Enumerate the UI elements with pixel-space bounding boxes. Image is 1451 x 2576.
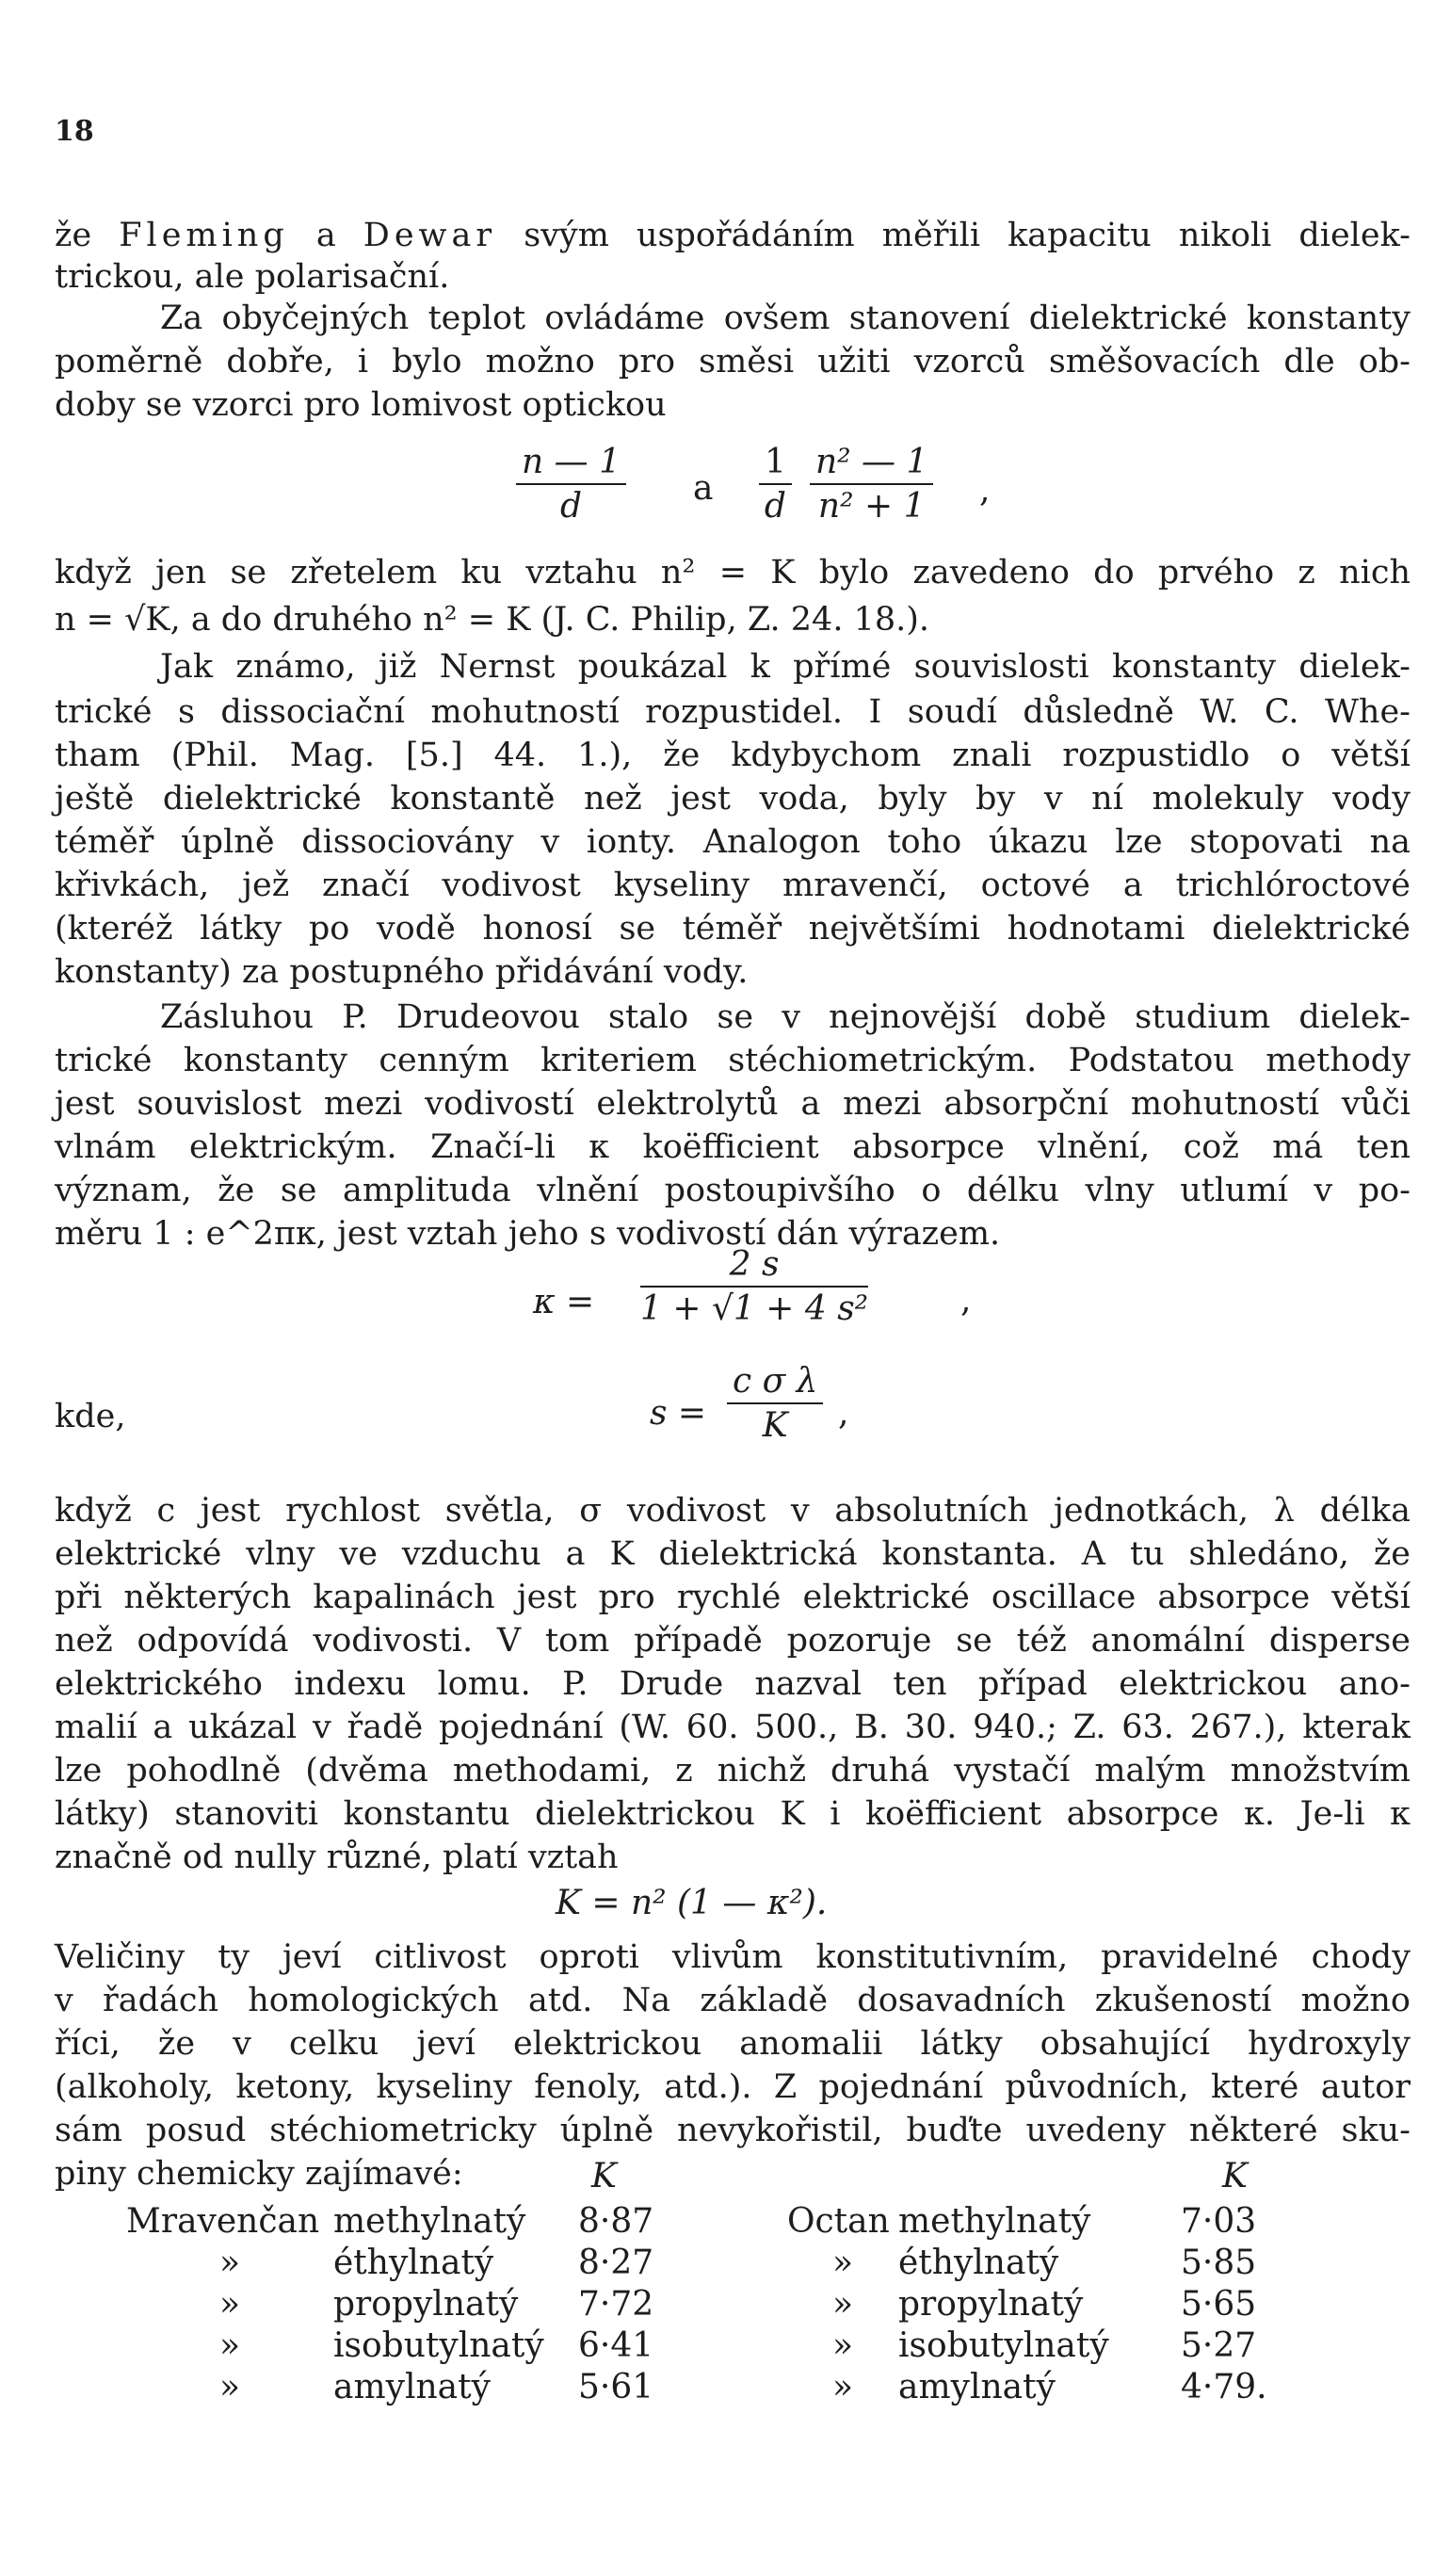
table-left: [126, 2200, 653, 2407]
text-line: význam, že se amplituda vlnění postoupivšího o délku vlny utlumí v po-: [55, 1172, 1411, 1209]
formula-line: K = n² (1 — κ²).: [556, 1884, 828, 1922]
page-number: 18: [55, 115, 94, 148]
text-line: piny chemicky zajímavé:: [55, 2155, 463, 2193]
text-line: téměř úplně dissociovány v ionty. Analogon toho úkazu lze stopovati na: [55, 823, 1411, 861]
table-row: » propylnatý 5·65: [831, 2284, 1257, 2324]
formula-fraction: n² — 1 n² + 1: [810, 443, 933, 526]
text-line: značně od nully různé, platí vztah: [55, 1839, 619, 1876]
table-column-header: K: [1222, 2157, 1248, 2195]
text-line: elektrického indexu lomu. P. Drude nazval ten případ elektrickou ano-: [55, 1665, 1411, 1703]
table-row: » amylnatý 4·79.: [831, 2367, 1267, 2406]
text-line: než odpovídá vodivosti. V tom případě pozoruje se též anomální disperse: [55, 1622, 1411, 1660]
text-line: ještě dielektrické konstantě než jest voda, byly by v ní molekuly vody: [55, 780, 1411, 818]
text-line: měru 1 : e^2πκ, jest vztah jeho s vodivostí dán výrazem.: [55, 1215, 1001, 1253]
formula-punct: ,: [838, 1394, 849, 1433]
text-line: křivkách, jež značí vodivost kyseliny mravenčí, octové a trichlóroctové: [55, 867, 1411, 904]
table-row: » isobutylnatý 5·27: [831, 2325, 1257, 2365]
table-row: » isobutylnatý 6·41: [218, 2325, 654, 2365]
text-line: když jen se zřetelem ku vztahu n² = K bylo zavedeno do prvého z nich: [55, 554, 1411, 591]
table-right: [787, 2200, 1267, 2407]
formula-fraction: 2 s 1 + √1 + 4 s²: [640, 1245, 869, 1328]
text-line: trickou, ale polarisační.: [55, 258, 450, 296]
text-line: lze pohodlně (dvěma methodami, z nichž druhá vystačí malým množstvím: [55, 1752, 1411, 1790]
text-line: konstanty) za postupného přidávání vody.: [55, 953, 749, 991]
formula-punct: ,: [979, 471, 991, 510]
text-line: (kteréž látky po vodě honosí se téměř největšími hodnotami dielektrické: [55, 910, 1411, 948]
text-line: malií a ukázal v řadě pojednání (W. 60. 500., B. 30. 940.; Z. 63. 267.), kterak: [55, 1709, 1411, 1746]
text-line: Jak známo, již Nernst poukázal k přímé souvislosti konstanty dielek-: [160, 648, 1411, 686]
text-line: říci, že v celku jeví elektrickou anomalii látky obsahující hydroxyly: [55, 2025, 1411, 2063]
table-row: » éthylnatý 5·85: [831, 2243, 1257, 2282]
text-line: Zásluhou P. Drudeovou stalo se v nejnovější době studium dielek-: [160, 998, 1411, 1036]
formula-fraction: 1 d: [759, 443, 792, 526]
text-line: vlnám elektrickým. Značí-li κ koëfficient absorpce vlnění, což má ten: [55, 1128, 1411, 1166]
table-row: » propylnatý 7·72: [218, 2284, 654, 2324]
text-line: sám posud stéchiometricky úplně nevykořistil, buďte uvedeny některé sku-: [55, 2112, 1411, 2149]
text-line: v řadách homologických atd. Na základě dosavadních zkušeností možno: [55, 1982, 1411, 2019]
text-line: když c jest rychlost světla, σ vodivost v absolutních jednotkách, λ délka: [55, 1492, 1411, 1530]
table-column-header: K: [591, 2157, 617, 2195]
text-line: že Fleming a Dewar svým uspořádáním měřili kapacitu nikoli dielek-: [55, 217, 1411, 254]
text-line: Za obyčejných teplot ovládáme ovšem stanovení dielektrické konstanty: [160, 300, 1411, 337]
text-line: trické s dissociační mohutností rozpustidel. I soudí důsledně W. C. Whe-: [55, 693, 1411, 731]
text-line: doby se vzorci pro lomivost optickou: [55, 386, 667, 424]
text-line: látky) stanoviti konstantu dielektrickou K i koëfficient absorpce κ. Je-li κ: [55, 1795, 1411, 1833]
text-line: poměrně dobře, i bylo možno pro směsi užiti vzorců směšovacích dle ob-: [55, 343, 1411, 381]
text-line: při některých kapalinách jest pro rychlé elektrické oscillace absorpce větší: [55, 1579, 1411, 1616]
text-line: kde,: [55, 1398, 126, 1435]
text-line: (alkoholy, ketony, kyseliny fenoly, atd.). Z pojednání původních, které autor: [55, 2068, 1411, 2106]
table-row: Mravenčan methylnatý 8·87: [126, 2201, 654, 2241]
table-row: » éthylnatý 8·27: [218, 2243, 654, 2282]
formula-lhs: κ =: [533, 1283, 595, 1321]
formula-fraction: c σ λ K: [727, 1362, 823, 1445]
text-line: n = √K, a do druhého n² = K (J. C. Philip, Z. 24. 18.).: [55, 601, 930, 639]
formula-lhs: s =: [650, 1394, 707, 1433]
formula-punct: ,: [960, 1281, 972, 1320]
text-line: elektrické vlny ve vzduchu a K dielektrická konstanta. A tu shledáno, že: [55, 1535, 1411, 1573]
table-row: Octan methylnatý 7·03: [787, 2201, 1257, 2241]
table-row: » amylnatý 5·61: [218, 2367, 654, 2406]
formula-conjunction: a: [693, 469, 714, 508]
text-line: Veličiny ty jeví citlivost oproti vlivům konstitutivním, pravidelné chody: [55, 1938, 1411, 1976]
text-line: tham (Phil. Mag. [5.] 44. 1.), že kdybychom znali rozpustidlo o větší: [55, 737, 1411, 774]
text-line: trické konstanty cenným kriteriem stéchiometrickým. Podstatou methody: [55, 1042, 1411, 1079]
formula-fraction: n — 1 d: [516, 443, 626, 526]
text-line: jest souvislost mezi vodivostí elektrolytů a mezi absorpční mohutností vůči: [55, 1085, 1411, 1123]
